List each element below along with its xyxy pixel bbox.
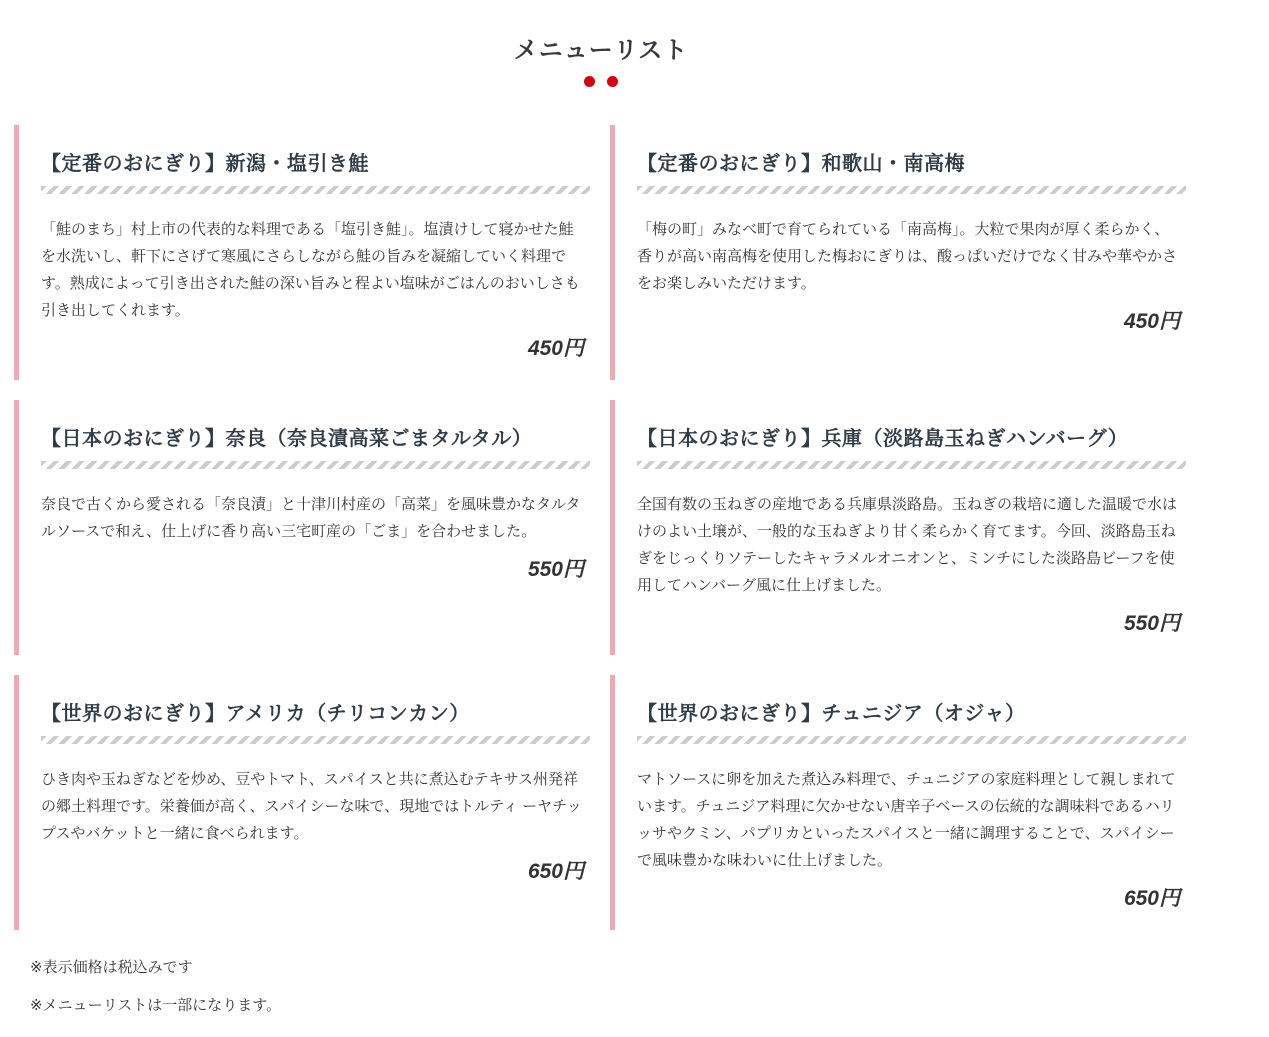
footer-note-tax: ※表示価格は税込みです: [30, 959, 193, 976]
menu-item-description: 全国有数の玉ねぎの産地である兵庫県淡路島。玉ねぎの栽培に適した温暖で水はけのよい土壌が、一般的な玉ねぎより甘く柔らかく育てます。今回、淡路島玉ねぎをじっくりソテーしたキャラメルオニオンと、ミンチにした淡路島ビーフを使用してハンバーグ風に仕上げました。: [637, 496, 1178, 594]
menu-item-price: 650円: [527, 860, 584, 883]
hatch-divider: [41, 461, 590, 469]
menu-item-price: 450円: [1123, 310, 1180, 333]
menu-item-title: 【日本のおにぎり】兵庫（淡路島玉ねぎハンバーグ）: [637, 428, 1129, 450]
page-header: [14, 30, 1188, 87]
menu-item-title: 【日本のおにぎり】奈良（奈良漬高菜ごまタルタル）: [41, 428, 533, 450]
menu-item-wakayama-ume: [610, 125, 1188, 380]
hatch-divider: [41, 186, 590, 194]
menu-item-price: 650円: [1123, 887, 1180, 910]
page-title: メニューリスト: [513, 37, 689, 64]
menu-item-description: 奈良で古くから愛される「奈良漬」と十津川村産の「高菜」を風味豊かなタルタルソースで和え、仕上げに香り高い三宅町産の「ごま」を合わせました。: [41, 496, 581, 540]
menu-item-price: 450円: [527, 337, 584, 360]
menu-item-description: マトソースに卵を加えた煮込み料理で、チュニジアの家庭料理として親しまれています。チュニジア料理に欠かせない唐辛子ベースの伝統的な調味料であるハリッサやクミン、パプリカといったスパイスと一緒に調理することで、スパイシーで風味豊かな味わいに仕上げました。: [637, 771, 1176, 869]
menu-item-title: 【定番のおにぎり】和歌山・南高梅: [637, 153, 965, 175]
menu-item-description: 「鮭のまち」村上市の代表的な料理である「塩引き鮭」。塩漬けして寝かせた鮭を水洗いし、軒下にさげて寒風にさらしながら鮭の旨みを凝縮していく料理です。熟成によって引き出された鮭の深い旨みと程よい塩味がごはんのおいしさも引き出してくれます。: [41, 221, 580, 319]
footer-notes: [30, 956, 1188, 1015]
menu-item-title: 【世界のおにぎり】アメリカ（チリコンカン）: [41, 703, 470, 725]
menu-item-title: 【世界のおにぎり】チュニジア（オジャ）: [637, 703, 1026, 725]
red-dot-icon: [607, 76, 618, 87]
menu-item-price: 550円: [1123, 612, 1180, 635]
hatch-divider: [637, 461, 1186, 469]
menu-item-america-chili: [14, 675, 592, 930]
menu-item-title: 【定番のおにぎり】新潟・塩引き鮭: [41, 153, 369, 175]
hatch-divider: [637, 186, 1186, 194]
footer-note-partial-list: ※メニューリストは一部になります。: [30, 997, 282, 1014]
page-container: [14, 0, 1188, 1015]
red-dot-icon: [584, 76, 595, 87]
menu-item-price: 550円: [527, 558, 584, 581]
menu-item-description: 「梅の町」みなべ町で育てられている「南高梅」。大粒で果肉が厚く柔らかく、香りが高い南高梅を使用した梅おにぎりは、酸っぱいだけでなく甘みや華やかさをお楽しみいただけます。: [637, 221, 1178, 292]
menu-item-niigata-salmon: [14, 125, 592, 380]
menu-item-description: ひき肉や玉ねぎなどを炒め、豆やトマト、スパイスと共に煮込むテキサス州発祥の郷土料理です。栄養価が高く、スパイシーな味で、現地ではトルティ ーヤチップスやバケットと一緒に食べられます。: [41, 771, 582, 842]
hatch-divider: [637, 736, 1186, 744]
hatch-divider: [41, 736, 590, 744]
menu-item-tunisia-ojja: [610, 675, 1188, 930]
menu-item-nara-tartar: [14, 400, 592, 655]
title-accent-dots: [14, 76, 1188, 87]
menu-item-hyogo-hamburg: [610, 400, 1188, 655]
menu-grid: [14, 125, 1188, 930]
